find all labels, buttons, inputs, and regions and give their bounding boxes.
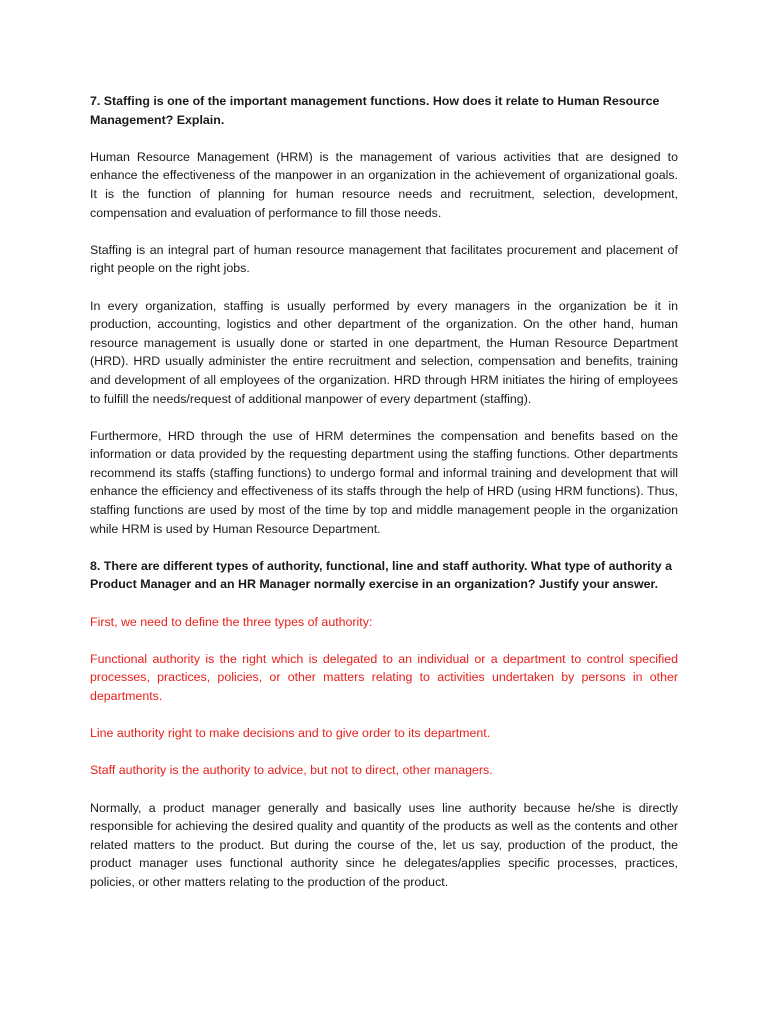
document-page — [90, 92, 678, 910]
question-8-heading: 8. There are different types of authority, functional, line and staff authority. What type of authority a Product Manager and an HR Manager normally exercise in an organization? Justify your answer. — [90, 558, 672, 592]
q8-paragraph-product-manager: Normally, a product manager generally and basically uses line authority because he/she is directly responsible for achieving the desired quality and quantity of the products as well as the contents and other related matters to the product. But during the course of the, let us say, production of the product, the product manager uses functional authority since he delegates/applies specific processes, practices, policies, or other matters relating to the production of the product. — [90, 800, 678, 889]
q7-paragraph-every-organization: In every organization, staffing is usually performed by every managers in the organization be it in production, accounting, logistics and other department of the organization. On the other hand, human resource management is usually done or started in one department, the Human Resource Department (HRD). HRD usually administer the entire recruitment and selection, compensation and benefits, training and development of all employees of the organization. HRD through HRM initiates the hiring of employees to fulfill the needs/request of additional manpower of every department (staffing). — [90, 298, 678, 406]
q7-paragraph-furthermore: Furthermore, HRD through the use of HRM determines the compensation and benefits based on the information or data provided by the requesting department using the staffing functions. Other departments recommend its staffs (staffing functions) to undergo formal and informal training and development that will enhance the efficiency and effectiveness of its staffs through the help of HRD (using HRM functions). Thus, staffing functions are used by most of the time by top and middle management people in the organization while HRM is used by Human Resource Department. — [90, 428, 678, 536]
q8-red-intro: First, we need to define the three types of authority: — [90, 614, 373, 629]
q8-red-functional-authority: Functional authority is the right which is delegated to an individual or a department to control specified processes, practices, policies, or other matters relating to activities undertaken by persons in other departments. — [90, 651, 678, 703]
q7-paragraph-hrm-definition: Human Resource Management (HRM) is the management of various activities that are designed to enhance the effectiveness of the manpower in an organization in the achievement of organizational goals. It is the function of planning for human resource needs and recruitment, selection, development, compensation and evaluation of performance to fill those needs. — [90, 149, 678, 220]
q7-paragraph-staffing-integral: Staffing is an integral part of human resource management that facilitates procurement and placement of right people on the right jobs. — [90, 242, 678, 276]
question-7-heading: 7. Staffing is one of the important management functions. How does it relate to Human Resource Management? Explain. — [90, 94, 660, 127]
q8-red-line-authority: Line authority right to make decisions and to give order to its department. — [90, 726, 491, 741]
q8-red-staff-authority: Staff authority is the authority to advice, but not to direct, other managers. — [90, 763, 493, 778]
